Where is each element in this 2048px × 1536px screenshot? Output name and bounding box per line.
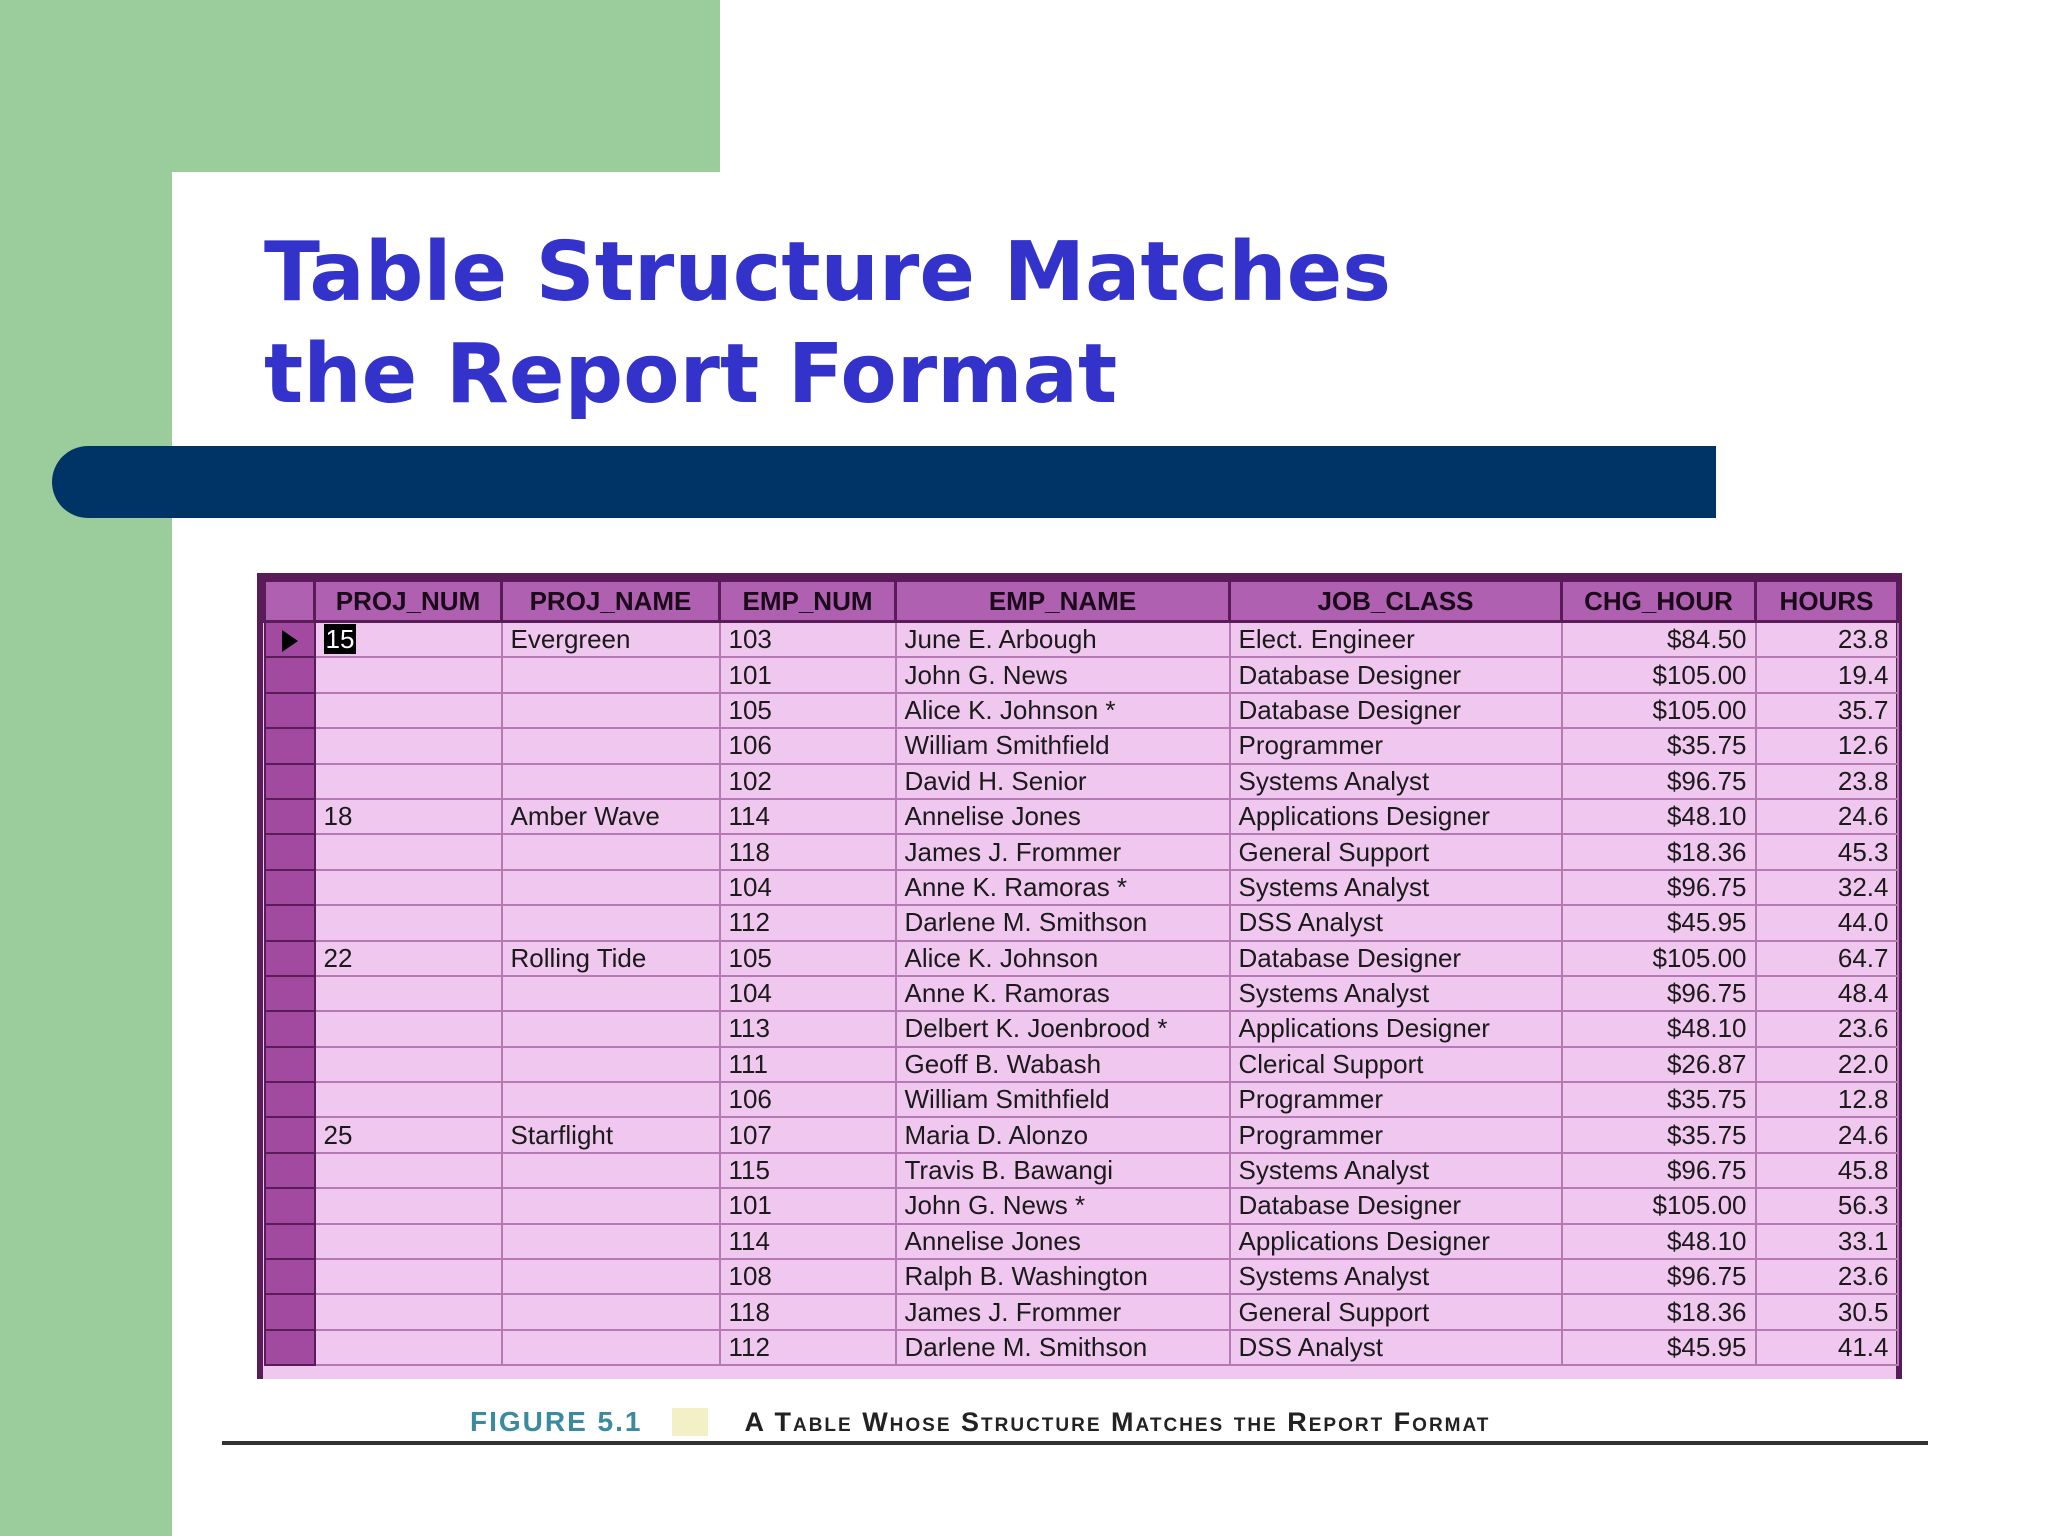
table-cell[interactable]: 115	[720, 1153, 896, 1188]
table-cell[interactable]: $35.75	[1562, 728, 1756, 763]
row-selector[interactable]	[265, 1330, 315, 1365]
table-cell[interactable]: 102	[720, 764, 896, 799]
table-cell[interactable]	[315, 834, 502, 869]
table-cell[interactable]: Travis B. Bawangi	[896, 1153, 1230, 1188]
table-cell[interactable]: DSS Analyst	[1230, 1330, 1562, 1365]
table-row[interactable]	[265, 1117, 1898, 1152]
slide-title-line-2: the Report Format	[264, 327, 1118, 422]
column-header[interactable]: PROJ_NAME	[502, 581, 720, 622]
table-cell[interactable]: 23.6	[1756, 1259, 1898, 1294]
table-cell[interactable]: 33.1	[1756, 1224, 1898, 1259]
table-cell[interactable]: $105.00	[1562, 657, 1756, 692]
row-selector[interactable]	[265, 1259, 315, 1294]
table-cell[interactable]: William Smithfield	[896, 728, 1230, 763]
table-cell[interactable]: Clerical Support	[1230, 1047, 1562, 1082]
table-cell[interactable]: 118	[720, 834, 896, 869]
row-selector[interactable]	[265, 1294, 315, 1329]
table-cell[interactable]: $35.75	[1562, 1117, 1756, 1152]
table-row[interactable]	[265, 1330, 1898, 1365]
table-cell[interactable]: Systems Analyst	[1230, 764, 1562, 799]
table-cell[interactable]	[502, 657, 720, 692]
table-cell[interactable]: $48.10	[1562, 799, 1756, 834]
table-cell[interactable]: Applications Designer	[1230, 1011, 1562, 1046]
table-cell[interactable]: $18.36	[1562, 834, 1756, 869]
table-cell[interactable]: $105.00	[1562, 941, 1756, 976]
table-cell[interactable]: Applications Designer	[1230, 1224, 1562, 1259]
row-selector[interactable]	[265, 1117, 315, 1152]
table-row[interactable]	[265, 728, 1898, 763]
table-cell[interactable]	[502, 1224, 720, 1259]
table-cell[interactable]: 12.8	[1756, 1082, 1898, 1117]
table-cell[interactable]: Elect. Engineer	[1230, 622, 1562, 658]
table-cell[interactable]: Anne K. Ramoras *	[896, 870, 1230, 905]
row-selector[interactable]	[265, 1224, 315, 1259]
row-selector[interactable]	[265, 1188, 315, 1223]
table-cell[interactable]: 19.4	[1756, 657, 1898, 692]
table-cell[interactable]	[315, 1188, 502, 1223]
row-selector[interactable]	[265, 728, 315, 763]
table-cell[interactable]	[502, 1188, 720, 1223]
table-cell[interactable]	[315, 764, 502, 799]
table-cell[interactable]: 105	[720, 693, 896, 728]
table-cell[interactable]: 114	[720, 799, 896, 834]
row-selector[interactable]	[265, 1082, 315, 1117]
table-row[interactable]	[265, 764, 1898, 799]
table-row[interactable]	[265, 693, 1898, 728]
table-cell[interactable]: Annelise Jones	[896, 799, 1230, 834]
table-cell[interactable]: Systems Analyst	[1230, 1153, 1562, 1188]
green-top-band	[0, 0, 720, 172]
table-cell[interactable]	[502, 1011, 720, 1046]
table-cell[interactable]	[315, 905, 502, 940]
table-cell[interactable]: 22.0	[1756, 1047, 1898, 1082]
row-selector[interactable]	[265, 870, 315, 905]
table-cell[interactable]: Database Designer	[1230, 941, 1562, 976]
table-cell[interactable]	[502, 1082, 720, 1117]
table-cell[interactable]: Applications Designer	[1230, 799, 1562, 834]
row-selector[interactable]	[265, 1047, 315, 1082]
table-cell[interactable]: 45.8	[1756, 1153, 1898, 1188]
table-cell[interactable]: 30.5	[1756, 1294, 1898, 1329]
table-cell[interactable]: 114	[720, 1224, 896, 1259]
table-cell[interactable]: 111	[720, 1047, 896, 1082]
table-cell[interactable]	[315, 657, 502, 692]
table-cell[interactable]	[502, 1153, 720, 1188]
table-cell[interactable]	[502, 870, 720, 905]
table-row[interactable]	[265, 834, 1898, 869]
datasheet-table	[257, 573, 1902, 1379]
table-cell[interactable]: General Support	[1230, 834, 1562, 869]
table-cell[interactable]: 112	[720, 905, 896, 940]
table-cell[interactable]: June E. Arbough	[896, 622, 1230, 658]
table-cell[interactable]: 56.3	[1756, 1188, 1898, 1223]
table-row[interactable]	[265, 1188, 1898, 1223]
table-cell[interactable]: Systems Analyst	[1230, 1259, 1562, 1294]
table-row[interactable]	[265, 657, 1898, 692]
table-cell[interactable]: $45.95	[1562, 1330, 1756, 1365]
table-cell[interactable]: 23.6	[1756, 1011, 1898, 1046]
table-cell[interactable]	[315, 870, 502, 905]
column-header[interactable]: HOURS	[1756, 581, 1898, 622]
table-cell[interactable]	[315, 1224, 502, 1259]
table-cell[interactable]: 118	[720, 1294, 896, 1329]
table-cell[interactable]	[502, 905, 720, 940]
table-cell[interactable]: John G. News	[896, 657, 1230, 692]
table-cell[interactable]: Starflight	[502, 1117, 720, 1152]
title-underline-bar	[52, 446, 1716, 518]
table-cell[interactable]: Evergreen	[502, 622, 720, 658]
row-selector[interactable]	[265, 622, 315, 658]
table-row[interactable]	[265, 622, 1898, 658]
table-cell[interactable]	[315, 1259, 502, 1294]
table-cell[interactable]: $45.95	[1562, 905, 1756, 940]
figure-rule	[222, 1441, 1928, 1445]
table-header-row	[265, 581, 1898, 622]
table-cell[interactable]	[502, 693, 720, 728]
row-selector[interactable]	[265, 1011, 315, 1046]
table-cell[interactable]: John G. News *	[896, 1188, 1230, 1223]
table-cell[interactable]: James J. Frommer	[896, 834, 1230, 869]
table-cell[interactable]: 106	[720, 1082, 896, 1117]
table-cell[interactable]: 107	[720, 1117, 896, 1152]
table-row[interactable]	[265, 870, 1898, 905]
table-cell[interactable]: 12.6	[1756, 728, 1898, 763]
table-cell[interactable]: $84.50	[1562, 622, 1756, 658]
table-cell[interactable]: 45.3	[1756, 834, 1898, 869]
table-cell[interactable]	[502, 1047, 720, 1082]
table-cell[interactable]: William Smithfield	[896, 1082, 1230, 1117]
table-cell[interactable]: 44.0	[1756, 905, 1898, 940]
table-cell[interactable]: 103	[720, 622, 896, 658]
table-cell[interactable]: 23.8	[1756, 622, 1898, 658]
table-cell[interactable]: 101	[720, 1188, 896, 1223]
table-cell[interactable]	[502, 728, 720, 763]
table-cell[interactable]: 22	[315, 941, 502, 976]
table-cell[interactable]	[315, 1047, 502, 1082]
table-cell[interactable]: Amber Wave	[502, 799, 720, 834]
table-cell[interactable]: $48.10	[1562, 1011, 1756, 1046]
table-cell[interactable]: 108	[720, 1259, 896, 1294]
table-cell[interactable]: Systems Analyst	[1230, 870, 1562, 905]
column-header[interactable]: CHG_HOUR	[1562, 581, 1756, 622]
table-cell[interactable]: 64.7	[1756, 941, 1898, 976]
table-cell[interactable]: Database Designer	[1230, 657, 1562, 692]
table-cell[interactable]: $96.75	[1562, 1259, 1756, 1294]
table-cell[interactable]: 113	[720, 1011, 896, 1046]
table-cell[interactable]: General Support	[1230, 1294, 1562, 1329]
table-body	[265, 622, 1898, 1366]
table-cell[interactable]: Darlene M. Smithson	[896, 1330, 1230, 1365]
table-cell[interactable]: Systems Analyst	[1230, 976, 1562, 1011]
table-cell[interactable]: 48.4	[1756, 976, 1898, 1011]
table-cell[interactable]	[502, 1330, 720, 1365]
figure-caption-swatch	[672, 1408, 708, 1436]
table-cell[interactable]: $26.87	[1562, 1047, 1756, 1082]
table-cell[interactable]: $35.75	[1562, 1082, 1756, 1117]
table-cell[interactable]: Programmer	[1230, 728, 1562, 763]
active-cell-value[interactable]: 15	[325, 624, 355, 655]
table-cell[interactable]: 25	[315, 1117, 502, 1152]
table-cell[interactable]	[315, 1082, 502, 1117]
table-cell[interactable]: Alice K. Johnson	[896, 941, 1230, 976]
table-cell[interactable]: 24.6	[1756, 1117, 1898, 1152]
table-cell[interactable]: $96.75	[1562, 764, 1756, 799]
figure-caption	[470, 1402, 1490, 1442]
table-row[interactable]	[265, 1082, 1898, 1117]
table-cell[interactable]	[502, 1294, 720, 1329]
table-row[interactable]	[265, 1011, 1898, 1046]
figure-label: FIGURE 5.1	[470, 1406, 643, 1437]
table-cell[interactable]: Annelise Jones	[896, 1224, 1230, 1259]
table-cell[interactable]: 23.8	[1756, 764, 1898, 799]
table-cell[interactable]: James J. Frommer	[896, 1294, 1230, 1329]
column-header[interactable]: EMP_NUM	[720, 581, 896, 622]
table-row[interactable]	[265, 905, 1898, 940]
table-cell[interactable]: Darlene M. Smithson	[896, 905, 1230, 940]
table-row[interactable]	[265, 1224, 1898, 1259]
row-selector[interactable]	[265, 905, 315, 940]
table-cell[interactable]: $48.10	[1562, 1224, 1756, 1259]
column-header[interactable]: PROJ_NUM	[315, 581, 502, 622]
row-selector[interactable]	[265, 1153, 315, 1188]
current-record-arrow-icon	[282, 630, 298, 652]
table-cell[interactable]: Anne K. Ramoras	[896, 976, 1230, 1011]
table-cell[interactable]: Programmer	[1230, 1082, 1562, 1117]
table-cell[interactable]: $105.00	[1562, 693, 1756, 728]
figure-caption-text: A Table Whose Structure Matches the Report Format	[744, 1406, 1491, 1437]
table-cell[interactable]	[315, 1330, 502, 1365]
table-cell[interactable]: 18	[315, 799, 502, 834]
table-cell[interactable]: Rolling Tide	[502, 941, 720, 976]
table-cell[interactable]: David H. Senior	[896, 764, 1230, 799]
row-selector[interactable]	[265, 799, 315, 834]
table-row[interactable]	[265, 1153, 1898, 1188]
table-row[interactable]	[265, 799, 1898, 834]
table-cell[interactable]: DSS Analyst	[1230, 905, 1562, 940]
table-cell[interactable]: $18.36	[1562, 1294, 1756, 1329]
slide-title	[264, 222, 1764, 426]
table-cell[interactable]	[315, 1011, 502, 1046]
row-selector[interactable]	[265, 693, 315, 728]
table-cell[interactable]: Alice K. Johnson *	[896, 693, 1230, 728]
table-cell[interactable]	[502, 764, 720, 799]
table-cell[interactable]	[502, 1259, 720, 1294]
table-cell[interactable]: 41.4	[1756, 1330, 1898, 1365]
green-sidebar	[0, 0, 172, 1536]
table-row[interactable]	[265, 1047, 1898, 1082]
table-cell[interactable]: 105	[720, 941, 896, 976]
row-selector[interactable]	[265, 941, 315, 976]
table-cell[interactable]: Ralph B. Washington	[896, 1259, 1230, 1294]
table-cell[interactable]: $96.75	[1562, 870, 1756, 905]
table-cell[interactable]: 106	[720, 728, 896, 763]
table-cell[interactable]: $105.00	[1562, 1188, 1756, 1223]
table-cell[interactable]	[315, 1153, 502, 1188]
table-cell[interactable]: Programmer	[1230, 1117, 1562, 1152]
table-cell[interactable]: 104	[720, 976, 896, 1011]
row-selector[interactable]	[265, 764, 315, 799]
row-selector-header	[265, 581, 315, 622]
table-row[interactable]	[265, 941, 1898, 976]
table-cell[interactable]	[502, 834, 720, 869]
table-cell[interactable]: 104	[720, 870, 896, 905]
table-cell[interactable]	[315, 693, 502, 728]
table-cell[interactable]	[315, 728, 502, 763]
table-cell[interactable]: 35.7	[1756, 693, 1898, 728]
row-selector[interactable]	[265, 657, 315, 692]
table-cell[interactable]	[315, 976, 502, 1011]
table-cell[interactable]: 112	[720, 1330, 896, 1365]
table-cell[interactable]	[315, 1294, 502, 1329]
table-row[interactable]	[265, 1294, 1898, 1329]
table-cell[interactable]: 101	[720, 657, 896, 692]
table-cell[interactable]: Database Designer	[1230, 1188, 1562, 1223]
table-cell[interactable]: Delbert K. Joenbrood *	[896, 1011, 1230, 1046]
table-row[interactable]	[265, 976, 1898, 1011]
table-cell[interactable]: Database Designer	[1230, 693, 1562, 728]
row-selector[interactable]	[265, 976, 315, 1011]
table-row[interactable]	[265, 1259, 1898, 1294]
column-header[interactable]: EMP_NAME	[896, 581, 1230, 622]
row-selector[interactable]	[265, 834, 315, 869]
table-cell[interactable]	[315, 622, 502, 658]
column-header[interactable]: JOB_CLASS	[1230, 581, 1562, 622]
table-cell[interactable]: Geoff B. Wabash	[896, 1047, 1230, 1082]
table-cell[interactable]: 24.6	[1756, 799, 1898, 834]
table-cell[interactable]	[502, 976, 720, 1011]
table-cell[interactable]: $96.75	[1562, 976, 1756, 1011]
table-cell[interactable]: $96.75	[1562, 1153, 1756, 1188]
table-cell[interactable]: Maria D. Alonzo	[896, 1117, 1230, 1152]
slide-title-line-1: Table Structure Matches	[264, 225, 1392, 320]
table-cell[interactable]: 32.4	[1756, 870, 1898, 905]
